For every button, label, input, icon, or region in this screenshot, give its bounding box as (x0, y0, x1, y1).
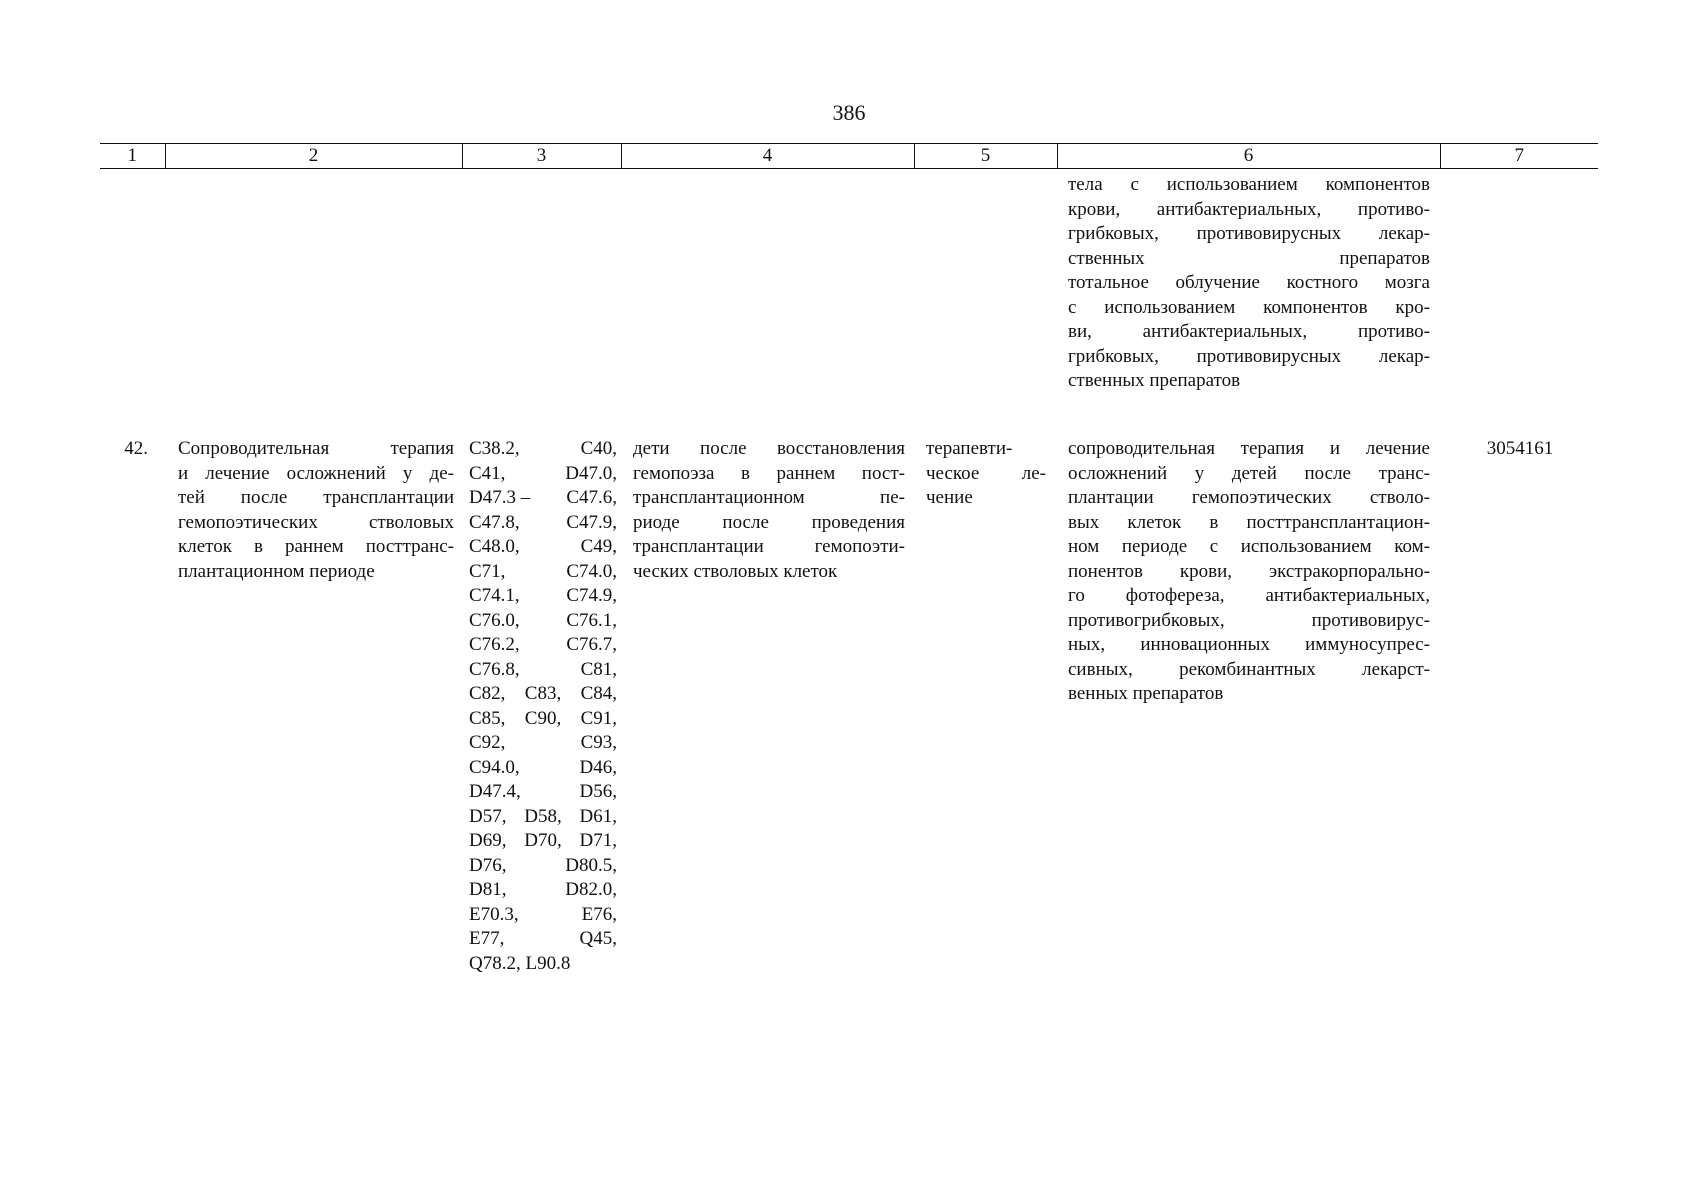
icd-code: C82, (469, 683, 506, 704)
treatment-method-line: сивных, рекомбинантных лекарст- (1068, 658, 1430, 680)
icd-code: C76.2, (469, 634, 520, 655)
icd-code: D46, (579, 756, 617, 778)
patient-model-line: риоде после проведения (633, 511, 905, 533)
icd-code-line (469, 878, 617, 903)
patient-model-line: дети после восстановления (633, 438, 905, 459)
icd-code-line (469, 437, 617, 462)
icd-code: D47.4, (469, 781, 521, 802)
icd-code-line (469, 560, 617, 585)
treatment-name-line: и лечение осложнений у де- (178, 462, 454, 484)
icd-code-line (469, 731, 617, 756)
continuation-text-line: ственных препаратов (1068, 370, 1241, 391)
icd-code: C85, (469, 707, 506, 729)
icd-code-line (469, 805, 617, 830)
icd-code: D70, (524, 830, 562, 851)
icd-code: Q78.2, L90.8 (469, 952, 571, 974)
treatment-name-line: плантационном периоде (178, 560, 375, 582)
icd-code: D61, (579, 805, 617, 827)
row-42-treatment-name (178, 437, 454, 584)
continuation-column-6 (1068, 173, 1430, 394)
patient-model-line: гемопоэза в раннем пост- (633, 462, 905, 484)
row-42-treatment-method (1068, 437, 1430, 707)
icd-code: C47.9, (566, 511, 617, 533)
continuation-text-line: тотальное облучение костного мозга (1068, 272, 1430, 293)
icd-code: C38.2, (469, 438, 520, 459)
treatment-name-line: клеток в раннем посттранс- (178, 536, 454, 557)
icd-code: C48.0, (469, 536, 520, 557)
icd-code: Q45, (579, 928, 617, 949)
icd-code: C41, (469, 462, 506, 484)
icd-code: C93, (580, 732, 617, 753)
icd-code: C76.7, (566, 634, 617, 655)
treatment-method-line: венных препаратов (1068, 683, 1224, 704)
continuation-text-line: грибковых, противовирусных лекар- (1068, 223, 1430, 244)
continuation-text-line: ственных препаратов (1068, 247, 1430, 269)
column-number-header (100, 143, 1598, 169)
icd-code: D47.0, (565, 462, 617, 484)
treatment-type-line: чение (926, 487, 973, 508)
treatment-method-line: противогрибковых, противовирус- (1068, 609, 1430, 631)
icd-code-line (469, 829, 617, 854)
icd-code: C40, (580, 438, 617, 459)
treatment-type-line: терапевти- (926, 438, 1013, 459)
column-header-5: 5 (914, 144, 1057, 169)
icd-code: C92, (469, 732, 506, 753)
column-header-1: 1 (100, 144, 165, 169)
page-number: 386 (832, 100, 866, 125)
icd-code-line (469, 584, 617, 609)
icd-code: D82.0, (565, 879, 617, 900)
patient-model-line: ческих стволовых клеток (633, 560, 838, 582)
icd-code: D47.3 – (469, 487, 531, 508)
icd-code: D69, (469, 830, 507, 851)
icd-code-line (469, 486, 617, 511)
icd-code: C83, (524, 683, 562, 704)
icd-code: D80.5, (565, 854, 617, 876)
row-42-icd-codes (469, 437, 617, 976)
continuation-text-line: тела с использованием компонентов (1068, 174, 1430, 195)
icd-code-line (469, 707, 617, 732)
icd-code: E70.3, (469, 903, 519, 925)
icd-code: C74.1, (469, 585, 520, 606)
icd-code: C71, (469, 560, 506, 582)
icd-code: E76, (581, 903, 617, 925)
icd-code-line (469, 756, 617, 781)
treatment-method-line: ных, инновационных иммуносупрес- (1068, 634, 1430, 655)
treatment-method-line: го фотофереза, антибактериальных, (1068, 585, 1430, 606)
icd-code-line (469, 462, 617, 487)
icd-code: D71, (579, 830, 617, 851)
row-42-cost: 3054161 (1486, 438, 1554, 459)
icd-code: C94.0, (469, 756, 520, 778)
icd-code: C84, (580, 683, 617, 704)
column-header-2: 2 (165, 144, 462, 169)
patient-model-line: трансплантации гемопоэти- (633, 536, 905, 557)
treatment-method-line: плантации гемопоэтических стволо- (1068, 487, 1430, 508)
icd-code: C47.8, (469, 511, 520, 533)
row-number: 42. (124, 438, 148, 459)
icd-code: C91, (580, 707, 617, 729)
treatment-method-line: вых клеток в посттрансплантацион- (1068, 511, 1430, 533)
icd-code: C74.0, (566, 560, 617, 582)
continuation-text-line: ви, антибактериальных, противо- (1068, 321, 1430, 342)
icd-code-line (469, 903, 617, 928)
icd-code: D56, (579, 781, 617, 802)
treatment-method-line: осложнений у детей после транс- (1068, 462, 1430, 484)
row-42-treatment-type (926, 437, 1046, 511)
icd-code-line (469, 535, 617, 560)
icd-code: C76.0, (469, 609, 520, 631)
icd-code-line (469, 658, 617, 683)
treatment-name-line: тей после трансплантации (178, 487, 454, 508)
column-header-4: 4 (621, 144, 914, 169)
continuation-text-line: крови, антибактериальных, противо- (1068, 198, 1430, 220)
icd-code-line (469, 682, 617, 707)
icd-code: C81, (580, 658, 617, 680)
icd-code-line (469, 780, 617, 805)
icd-code-line (469, 633, 617, 658)
patient-model-line: трансплантационном пе- (633, 487, 905, 508)
icd-code-line (469, 511, 617, 536)
column-header-7: 7 (1440, 144, 1598, 169)
icd-code: C47.6, (566, 487, 617, 508)
icd-code: C76.8, (469, 658, 520, 680)
icd-code-line (469, 609, 617, 634)
treatment-name-line: гемопоэтических стволовых (178, 511, 454, 533)
treatment-method-line: сопроводительная терапия и лечение (1068, 438, 1430, 459)
icd-code-line (469, 854, 617, 879)
row-42-patient-model (633, 437, 905, 584)
icd-code: D81, (469, 879, 507, 900)
icd-code: E77, (469, 928, 505, 949)
icd-code-line (469, 927, 617, 952)
continuation-text-line: грибковых, противовирусных лекар- (1068, 345, 1430, 367)
icd-code: D76, (469, 854, 507, 876)
icd-code: D58, (524, 805, 562, 827)
icd-code: C74.9, (566, 585, 617, 606)
continuation-text-line: с использованием компонентов кро- (1068, 296, 1430, 318)
treatment-method-line: понентов крови, экстракорпорально- (1068, 560, 1430, 582)
treatment-name-line: Сопроводительная терапия (178, 438, 454, 459)
treatment-type-line: ческое ле- (926, 462, 1046, 484)
icd-code: C49, (580, 536, 617, 557)
icd-code: C90, (524, 707, 562, 729)
treatment-method-line: ном периоде с использованием ком- (1068, 536, 1430, 557)
column-header-6: 6 (1057, 144, 1440, 169)
icd-code: C76.1, (566, 609, 617, 631)
icd-code-line (469, 952, 617, 977)
column-header-3: 3 (462, 144, 621, 169)
icd-code: D57, (469, 805, 507, 827)
